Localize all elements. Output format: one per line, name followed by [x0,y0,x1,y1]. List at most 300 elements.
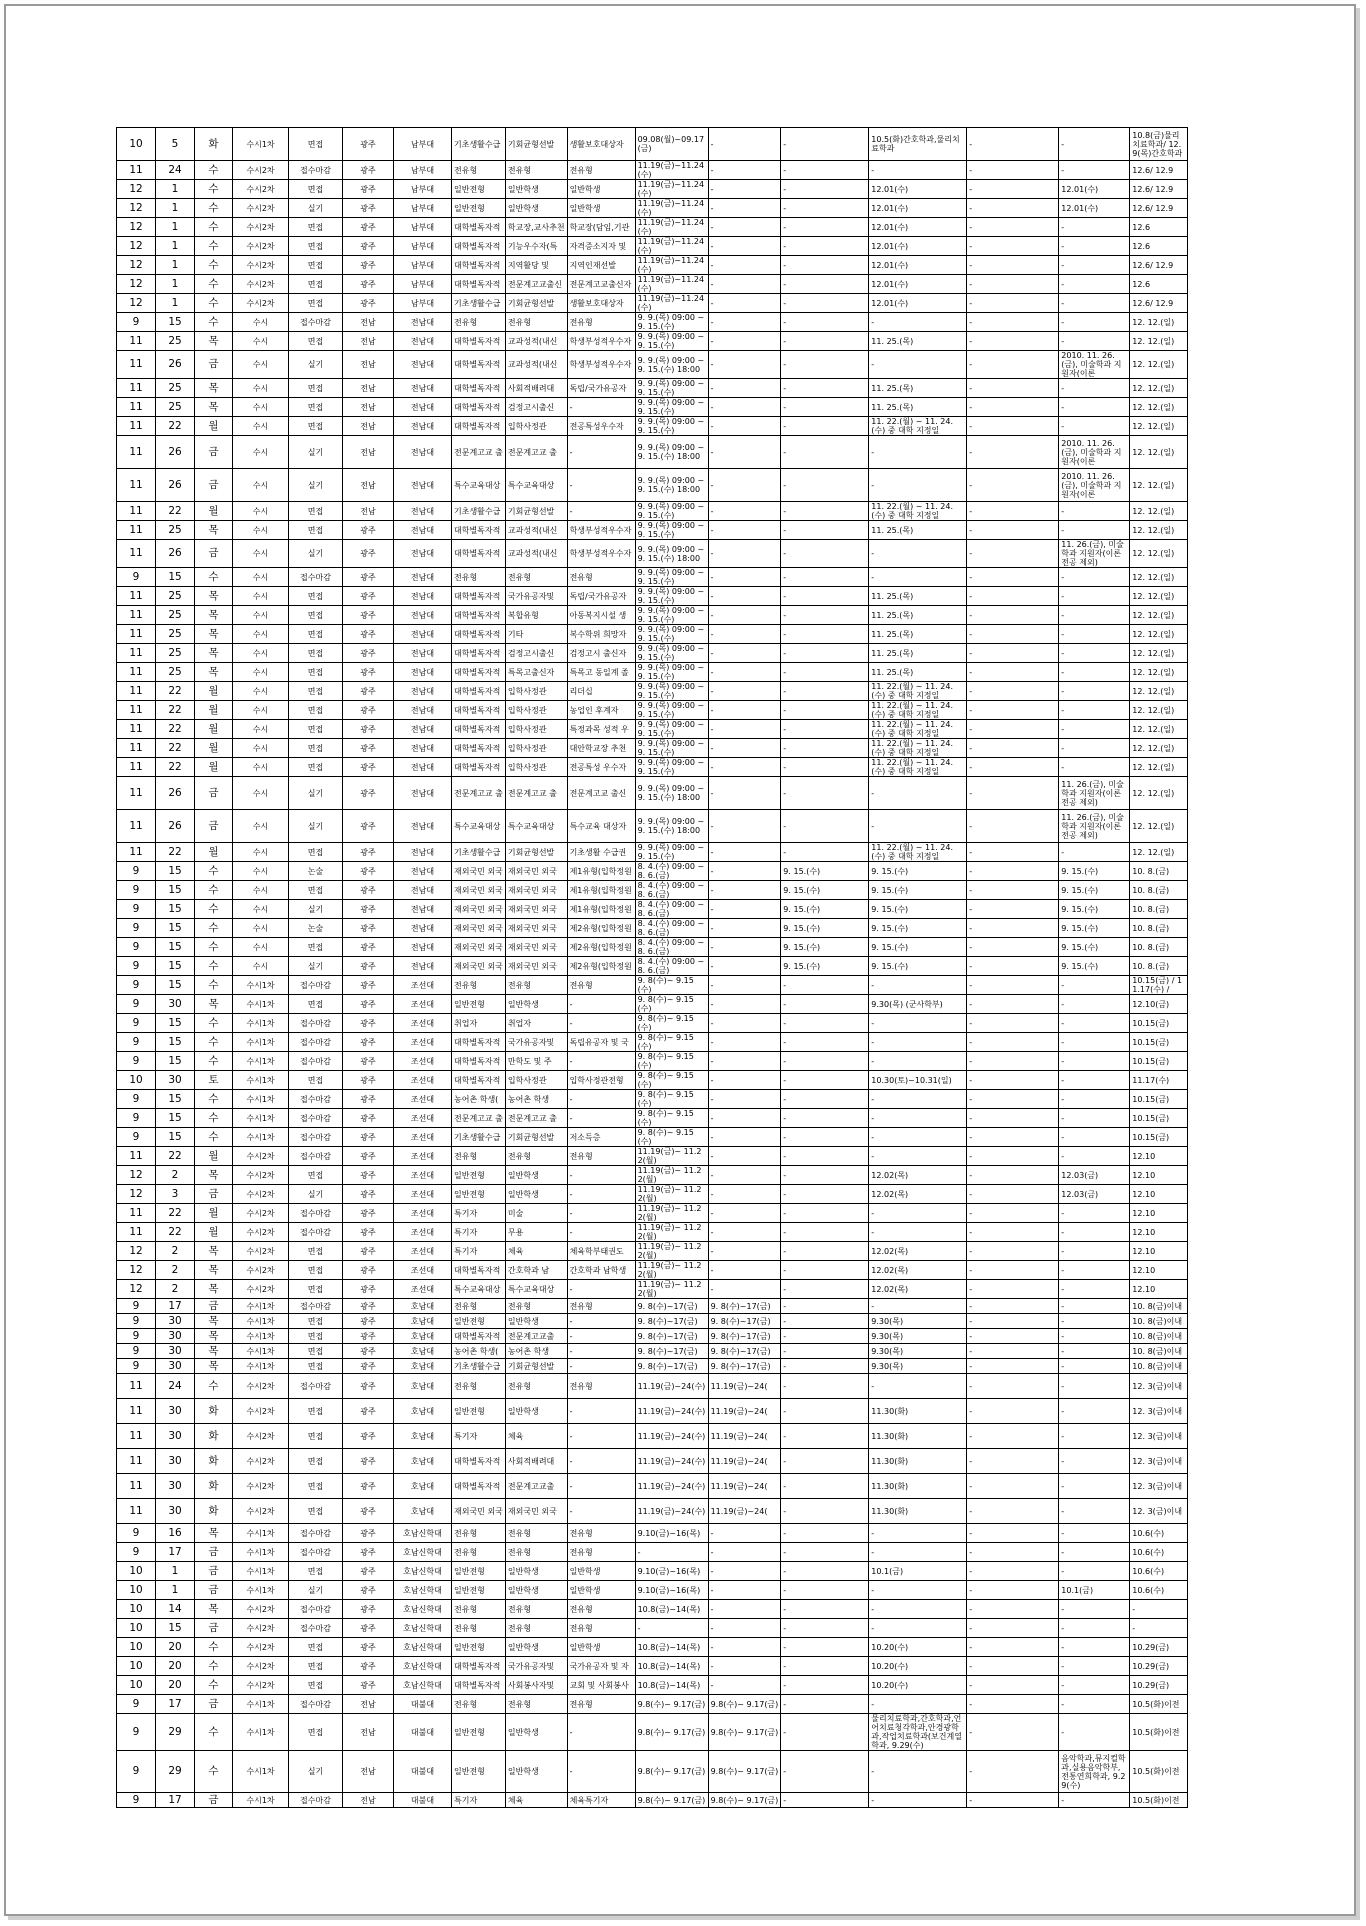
table-cell: - [967,1399,1059,1424]
table-cell: 학생부성적우수자 [567,351,635,379]
table-row [117,1147,1188,1166]
table-cell: - [1059,256,1130,275]
table-cell: - [967,1014,1059,1033]
table-cell: 호남대 [394,1399,452,1424]
table-cell: 수 [195,1751,233,1793]
table-cell: 사회적배려대 [505,1449,567,1474]
table-cell: - [708,995,781,1014]
table-cell: 9 [117,1695,156,1714]
table-cell: 수시 [233,540,289,568]
table-cell: 11.19(금)~24( [708,1449,781,1474]
table-cell: 10.20(수) [869,1676,967,1695]
table-cell: 9. 8(수)~17(금) [635,1314,708,1329]
table-cell: 재외국민 외국 [505,881,567,900]
table-cell: - [708,1185,781,1204]
table-cell: 남부대 [394,218,452,237]
table-cell: - [967,417,1059,436]
table-cell: 수시 [233,436,289,469]
table-cell: - [781,1449,869,1474]
table-cell: 12.6 [1130,218,1188,237]
table-cell: 11 [117,1424,156,1449]
table-row [117,237,1188,256]
table-cell: 15 [156,313,195,332]
table-cell: 11. 22.(월) ~ 11. 24.(수) 중 대학 지정일 [869,758,967,777]
table-cell: 12. 12.(일) [1130,777,1188,810]
table-cell: 면접 [289,1499,343,1524]
table-cell: 광주 [343,1147,394,1166]
table-cell: - [708,256,781,275]
table-cell: 26 [156,436,195,469]
table-cell: 15 [156,1128,195,1147]
table-cell: - [781,587,869,606]
table-cell: 26 [156,540,195,568]
table-cell: 국가유공자및 [505,1657,567,1676]
table-cell: 10. 8.(금) [1130,881,1188,900]
table-cell: - [967,1751,1059,1793]
table-cell: - [708,625,781,644]
table-cell: - [967,275,1059,294]
table-cell: 25 [156,606,195,625]
table-cell: - [967,1793,1059,1808]
table-cell: 체육학부태권도 [567,1242,635,1261]
table-cell: - [781,1128,869,1147]
table-row [117,1261,1188,1280]
table-cell: - [1059,625,1130,644]
table-cell: - [708,777,781,810]
table-cell: - [567,502,635,521]
table-cell: 수시 [233,644,289,663]
table-cell: 제1유형(입학정원 [567,881,635,900]
table-cell: 12. 12.(일) [1130,502,1188,521]
table-cell: 9. 15.(수) [781,862,869,881]
table-cell: 재외국민 외국 [505,1499,567,1524]
table-cell: 전남대 [394,568,452,587]
table-cell: 9. 15.(수) [869,919,967,938]
table-cell: - [781,1109,869,1128]
table-cell: 전남 [343,313,394,332]
table-cell: 재외국민 외국 [452,919,506,938]
table-cell: 광주 [343,900,394,919]
table-cell: 면접 [289,237,343,256]
table-cell: 9. 9.(목) 09:00 ~ 9. 15.(수) [635,720,708,739]
table-cell: 호남대 [394,1329,452,1344]
table-cell: 수시 [233,701,289,720]
table-cell: - [781,1424,869,1449]
table-cell: - [1059,237,1130,256]
table-cell: - [781,1499,869,1524]
table-cell: 수시1차 [233,1314,289,1329]
table-cell: 일반학생 [505,1581,567,1600]
table-cell: 전남대 [394,777,452,810]
table-cell: 12 [117,1242,156,1261]
table-cell: 수시 [233,379,289,398]
table-row [117,398,1188,417]
table-cell: 광주 [343,663,394,682]
table-cell: 9. 8(수)~17(금) [708,1344,781,1359]
table-cell: 실기 [289,351,343,379]
table-cell: - [781,1033,869,1052]
table-cell: 12. 12.(일) [1130,568,1188,587]
table-cell: 수시2차 [233,1242,289,1261]
table-cell: - [1059,275,1130,294]
table-cell: - [781,1714,869,1751]
table-cell: 12.10 [1130,1280,1188,1299]
table-cell: 일반학생 [505,1166,567,1185]
table-cell: 일반학생 [505,1314,567,1329]
table-cell: 대학별독자적 [452,701,506,720]
table-cell: 접수마감 [289,313,343,332]
table-cell: - [567,1329,635,1344]
table-cell: - [1059,1695,1130,1714]
table-cell: 12.10 [1130,1204,1188,1223]
table-cell: 수 [195,919,233,938]
table-cell: - [967,1619,1059,1638]
table-cell: - [708,919,781,938]
table-cell: - [967,625,1059,644]
table-cell: 12 [117,256,156,275]
table-cell: 9 [117,1543,156,1562]
table-cell: 22 [156,843,195,862]
table-cell: 학생부성적우수자 [567,332,635,351]
table-cell: 면접 [289,1474,343,1499]
table-cell: - [708,682,781,701]
table-cell: - [781,1676,869,1695]
table-cell: - [967,1714,1059,1751]
table-cell: 12.01(수) [869,256,967,275]
table-cell: 16 [156,1524,195,1543]
table-cell: - [869,1793,967,1808]
table-cell: 12. 12.(일) [1130,313,1188,332]
table-cell: 월 [195,720,233,739]
table-cell: 면접 [289,294,343,313]
table-cell: 12.6/ 12.9 [1130,161,1188,180]
table-cell: 특목고출신자 [505,663,567,682]
table-cell: 수 [195,957,233,976]
table-row [117,1359,1188,1374]
table-cell: 9. 15.(수) [1059,919,1130,938]
table-cell: 10.6(수) [1130,1581,1188,1600]
table-cell: - [708,1524,781,1543]
table-cell: 12.6/ 12.9 [1130,199,1188,218]
table-cell: 광주 [343,976,394,995]
table-cell: 호남대 [394,1344,452,1359]
table-cell: 대학별독자적 [452,521,506,540]
table-cell: 접수마감 [289,1524,343,1543]
table-cell: 12.02(목) [869,1280,967,1299]
table-cell: - [708,1090,781,1109]
table-cell: - [869,1033,967,1052]
table-cell: 기회균형선발 [505,128,567,161]
table-cell: 면접 [289,1399,343,1424]
table-cell: 면접 [289,1714,343,1751]
table-cell: 논술 [289,919,343,938]
table-cell: 면접 [289,379,343,398]
table-cell: 일반전형 [452,995,506,1014]
table-cell: 전유형 [505,1524,567,1543]
table-cell: - [781,256,869,275]
table-cell: 9. 15.(수) [781,938,869,957]
table-cell: 12. 12.(일) [1130,663,1188,682]
table-cell: 재외국민 외국 [505,919,567,938]
table-cell: 9. 8(수)~ 9.15(수) [635,1014,708,1033]
table-cell: 입학사정관 [505,682,567,701]
table-cell: 9. 8(수)~ 9.15(수) [635,995,708,1014]
table-cell: - [567,1751,635,1793]
table-cell: 9 [117,1751,156,1793]
table-cell: 생활보호대상자 [567,128,635,161]
table-cell: - [967,1052,1059,1071]
table-cell: 12 [117,180,156,199]
table-cell: 전남 [343,379,394,398]
table-cell: - [708,1014,781,1033]
table-cell: 9.10(금)~16(목) [635,1524,708,1543]
table-cell: 10 [117,1071,156,1090]
table-cell: 9.8(수)~ 9.17(금) [635,1714,708,1751]
table-cell: 체육 [505,1793,567,1808]
table-cell: 10 [117,1581,156,1600]
table-cell: - [781,469,869,502]
table-row [117,1071,1188,1090]
table-cell: 광주 [343,256,394,275]
table-cell: - [1059,568,1130,587]
table-cell: - [567,1344,635,1359]
table-cell: 9.10(금)~16(목) [635,1562,708,1581]
table-cell: 20 [156,1638,195,1657]
table-cell: 전유형 [452,568,506,587]
table-cell: 12.01(수) [869,275,967,294]
table-cell: 전남대 [394,739,452,758]
table-cell: 면접 [289,995,343,1014]
table-cell: 9 [117,1793,156,1808]
table-cell: 면접 [289,625,343,644]
table-cell: 9. 8(수)~17(금) [708,1329,781,1344]
table-cell: 광주 [343,180,394,199]
table-cell: 전유형 [505,1543,567,1562]
table-cell: 특기자 [452,1223,506,1242]
table-cell: 목 [195,625,233,644]
table-cell: - [781,1166,869,1185]
table-cell: 면접 [289,739,343,758]
table-cell: 9. 15.(수) [869,900,967,919]
table-cell: - [967,1128,1059,1147]
table-row [117,1374,1188,1399]
table-cell: 9. 9.(목) 09:00 ~ 9. 15.(수) [635,587,708,606]
table-cell: 면접 [289,256,343,275]
table-cell: 접수마감 [289,1543,343,1562]
table-cell: 수 [195,1052,233,1071]
table-cell: 12. 12.(일) [1130,540,1188,568]
table-cell: 조선대 [394,976,452,995]
table-cell: 22 [156,720,195,739]
table-cell: 1 [156,256,195,275]
table-cell: 11. 25.(목) [869,379,967,398]
table-cell: 전유형 [452,1524,506,1543]
table-cell: 대학별독자적 [452,398,506,417]
table-cell: 사회봉사자및 [505,1676,567,1695]
table-cell: 특수교육대상 [452,810,506,843]
table-cell: 12.01(수) [869,180,967,199]
table-cell: 12.01(수) [869,218,967,237]
table-cell: - [967,758,1059,777]
table-cell: 10. 8.(금) [1130,938,1188,957]
table-cell: 9.10(금)~16(목) [635,1581,708,1600]
table-row [117,1344,1188,1359]
table-cell: 9. 9.(목) 09:00 ~ 9. 15.(수) [635,606,708,625]
table-cell: 교과성적(내신 [505,351,567,379]
table-cell: - [781,1314,869,1329]
table-cell: 12.01(수) [869,199,967,218]
table-cell: - [781,739,869,758]
table-cell: 수시2차 [233,275,289,294]
table-cell: 수시 [233,587,289,606]
table-cell: 대학별독자적 [452,1033,506,1052]
table-cell: 호남신학대 [394,1600,452,1619]
table-cell: - [567,1399,635,1424]
table-cell: 9. 8(수)~17(금) [708,1314,781,1329]
table-cell: 수 [195,881,233,900]
table-cell: 기초생활 수급권 [567,843,635,862]
table-cell: - [1059,739,1130,758]
table-cell: 기초생활수급 [452,128,506,161]
table-cell: 12. 3(금)이내 [1130,1449,1188,1474]
table-cell: 25 [156,625,195,644]
table-cell: - [781,1052,869,1071]
table-cell: 수 [195,938,233,957]
table-cell: 9. 9.(목) 09:00 ~ 9. 15.(수) [635,682,708,701]
table-cell: 수시1차 [233,1071,289,1090]
table-cell: 9 [117,995,156,1014]
table-cell: 조선대 [394,1166,452,1185]
table-cell: 수 [195,256,233,275]
table-cell: - [1059,1299,1130,1314]
table-cell: 30 [156,1314,195,1329]
table-cell: 9. 8(수)~ 9.15(수) [635,1052,708,1071]
table-cell: 22 [156,701,195,720]
table-cell: 12. 12.(일) [1130,469,1188,502]
table-cell: 금 [195,1581,233,1600]
table-cell: 입학사정관 [505,701,567,720]
table-cell: - [708,938,781,957]
table-cell: 11.19(금)~11.24(수) [635,218,708,237]
table-cell: 12. 12.(일) [1130,843,1188,862]
table-cell: 전남대 [394,521,452,540]
table-cell: - [1059,976,1130,995]
table-cell: 9 [117,313,156,332]
table-row [117,436,1188,469]
table-cell: 접수마감 [289,1374,343,1399]
table-cell: 금 [195,351,233,379]
table-cell: 면접 [289,1280,343,1299]
table-cell: 11. 22.(월) ~ 11. 24.(수) 중 대학 지정일 [869,720,967,739]
table-cell: 조선대 [394,1147,452,1166]
table-cell: 30 [156,1071,195,1090]
table-cell: - [567,1223,635,1242]
table-cell: 면접 [289,1449,343,1474]
table-cell: 면접 [289,1562,343,1581]
table-cell: 25 [156,663,195,682]
table-cell: 수 [195,199,233,218]
table-row [117,180,1188,199]
table-cell: 접수마감 [289,1052,343,1071]
table-cell: 광주 [343,1014,394,1033]
table-cell: - [1059,606,1130,625]
table-cell: - [781,568,869,587]
table-cell: - [869,1204,967,1223]
table-cell: 광주 [343,1619,394,1638]
table-cell: - [567,1166,635,1185]
table-cell: - [635,1543,708,1562]
table-cell: 11. 25.(목) [869,606,967,625]
table-cell: 9. 15.(수) [1059,957,1130,976]
table-cell: 9. 9.(목) 09:00 ~ 9. 15.(수) [635,313,708,332]
table-cell: 일반학생 [505,180,567,199]
table-cell: 수 [195,294,233,313]
table-cell: 20 [156,1676,195,1695]
table-cell: 2 [156,1166,195,1185]
table-cell: - [1059,161,1130,180]
table-row [117,881,1188,900]
table-cell: 22 [156,682,195,701]
table-cell: 실기 [289,1185,343,1204]
table-cell: 9. 9.(목) 09:00 ~ 9. 15.(수) [635,663,708,682]
table-cell: 입학사정관전형 [567,1071,635,1090]
table-cell: 전유형 [505,1299,567,1314]
table-cell: - [1059,1344,1130,1359]
table-cell: 10. 8.(금) [1130,957,1188,976]
table-cell: 전문계고교출신 [505,275,567,294]
table-cell: 목 [195,1242,233,1261]
table-row [117,1052,1188,1071]
table-cell: 전남대 [394,540,452,568]
table-cell: 10.15(금) [1130,1128,1188,1147]
table-cell: 수시2차 [233,294,289,313]
table-row [117,161,1188,180]
table-cell: 제2유형(입학정원 [567,938,635,957]
table-cell: 독립/국가유공자 [567,379,635,398]
table-cell: 호남대 [394,1359,452,1374]
table-row [117,1090,1188,1109]
table-cell: 대학별독자적 [452,1657,506,1676]
table-cell: 기타 [505,625,567,644]
table-cell: 12.10 [1130,1261,1188,1280]
table-cell: 복합유형 [505,606,567,625]
table-cell: 재외국민 외국 [505,900,567,919]
table-cell: 광주 [343,128,394,161]
table-cell: - [869,976,967,995]
table-cell: - [781,1374,869,1399]
table-cell: - [869,313,967,332]
table-cell: 9 [117,938,156,957]
table-cell: 10.29(금) [1130,1676,1188,1695]
table-cell: 12 [117,237,156,256]
table-cell: 광주 [343,1204,394,1223]
table-cell: 수시 [233,469,289,502]
table-cell: 수시2차 [233,180,289,199]
table-cell: 수 [195,1657,233,1676]
table-cell: 9 [117,862,156,881]
table-cell: 전유형 [567,313,635,332]
table-cell: 실기 [289,957,343,976]
table-cell: 15 [156,1619,195,1638]
table-cell: 12.02(목) [869,1242,967,1261]
table-cell: - [708,1261,781,1280]
table-cell: 수시 [233,663,289,682]
table-cell: 10 [117,1676,156,1695]
table-cell: - [708,843,781,862]
table-cell: 재외국민 외국 [452,1499,506,1524]
table-cell: 전유형 [452,161,506,180]
table-cell: - [967,810,1059,843]
